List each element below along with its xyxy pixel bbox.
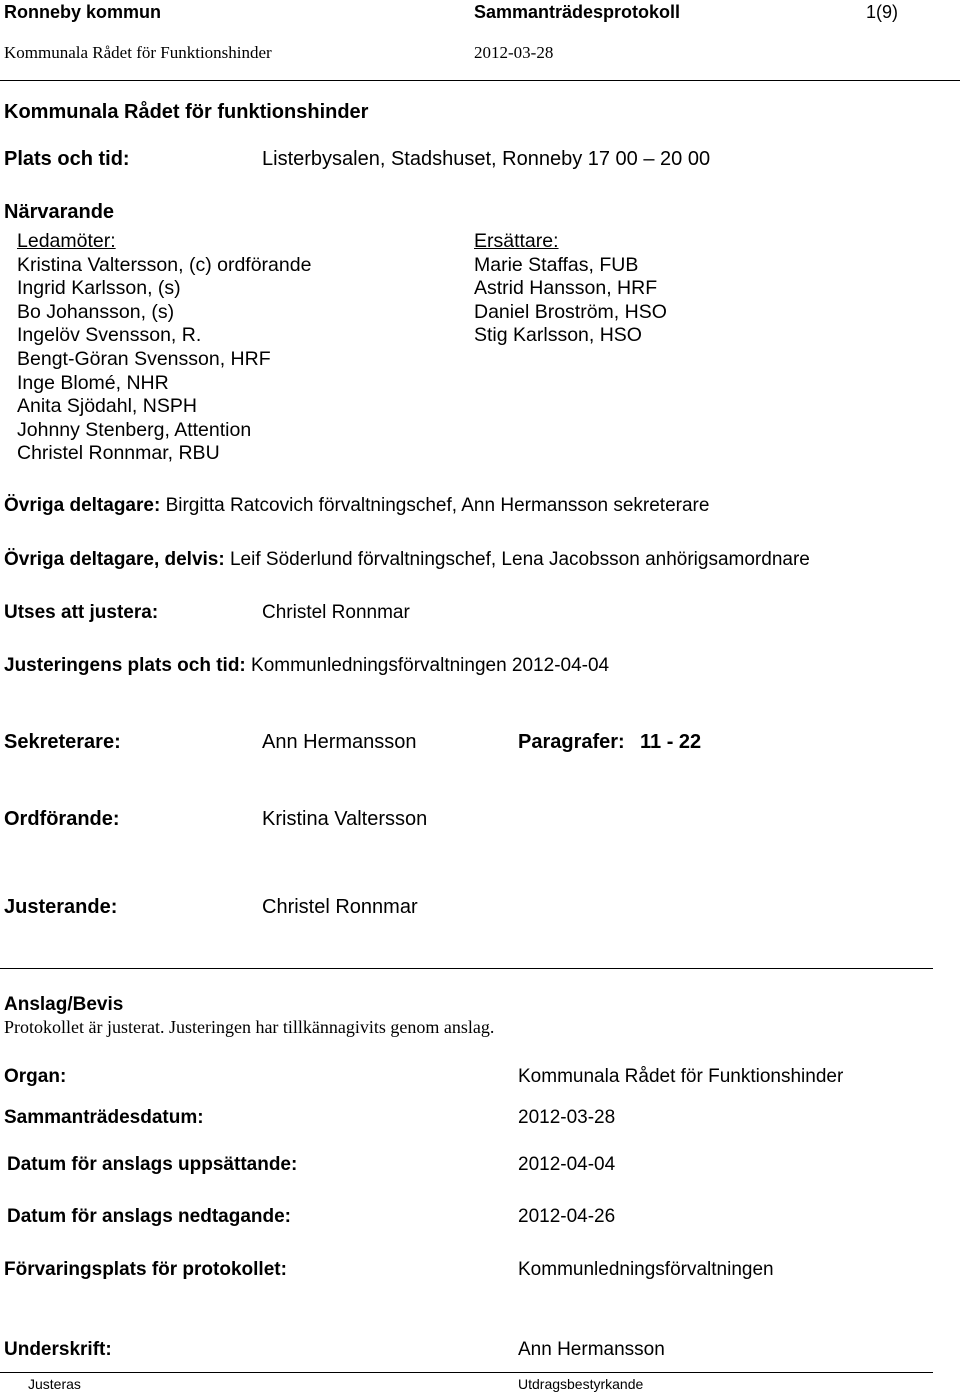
members-column: [17, 230, 311, 466]
location-label: Plats och tid:: [4, 148, 130, 170]
other-partial-label: Övriga deltagare, delvis:: [4, 549, 225, 570]
other-partial-line: [4, 548, 810, 571]
substitute-name: Stig Karlsson, HSO: [474, 324, 642, 347]
notice-heading: Anslag/Bevis: [4, 994, 124, 1015]
adjust-place-value: Kommunledningsförvaltningen 2012-04-04: [251, 655, 610, 676]
member-name: Christel Ronnmar, RBU: [17, 442, 220, 465]
document-type: Sammanträdesprotokoll: [474, 2, 681, 22]
member-name: Anita Sjödahl, NSPH: [17, 395, 197, 418]
storage-label: Förvaringsplats för protokollet:: [4, 1259, 287, 1280]
adjuster-value: Christel Ronnmar: [262, 602, 410, 623]
other-participants-line: [4, 494, 709, 517]
member-name: Inge Blomé, NHR: [17, 371, 169, 394]
adjusting-value: Christel Ronnmar: [262, 896, 418, 918]
posted-date-label: Datum för anslags uppsättande:: [7, 1154, 298, 1175]
paragraphs-value: 11 - 22: [640, 731, 702, 753]
posted-date-value: 2012-04-04: [518, 1154, 616, 1175]
members-heading: Ledamöter:: [17, 230, 116, 252]
footer-adjust: Justeras: [28, 1376, 81, 1392]
footer-rule: [0, 1372, 933, 1373]
attendance-heading: Närvarande: [4, 201, 115, 223]
other-partial-value: Leif Söderlund förvaltningschef, Lena Jacobsson anhörigsamordnare: [229, 549, 810, 570]
substitute-name: Astrid Hansson, HRF: [474, 277, 658, 300]
notice-text: Protokollet är justerat. Justeringen har tillkännagivits genom anslag.: [4, 1017, 495, 1037]
meeting-date-value: 2012-03-28: [518, 1107, 616, 1128]
adjust-place-line: [4, 654, 609, 677]
paragraphs-label: Paragrafer:: [518, 731, 625, 753]
other-participants-label: Övriga deltagare:: [4, 495, 161, 516]
header-committee: Kommunala Rådet för Funktionshinder: [4, 43, 272, 62]
adjuster-label: Utses att justera:: [4, 602, 159, 623]
member-name: Bo Johansson, (s): [17, 300, 175, 323]
other-participants-value: Birgitta Ratcovich förvaltningschef, Ann Hermansson sekreterare: [165, 495, 710, 516]
storage-value: Kommunledningsförvaltningen: [518, 1259, 774, 1280]
chair-label: Ordförande:: [4, 808, 120, 830]
substitute-name: Marie Staffas, FUB: [474, 253, 639, 276]
member-name: Bengt-Göran Svensson, HRF: [17, 347, 271, 370]
substitutes-heading: Ersättare:: [474, 230, 559, 252]
removed-date-label: Datum för anslags nedtagande:: [7, 1206, 291, 1227]
page-number: 1(9): [866, 2, 899, 22]
meeting-date-label: Sammanträdesdatum:: [4, 1107, 204, 1128]
secretary-value: Ann Hermansson: [262, 731, 417, 753]
substitutes-column: [474, 230, 667, 348]
adjusting-label: Justerande:: [4, 896, 118, 918]
municipality-name: Ronneby kommun: [4, 2, 162, 22]
chair-value: Kristina Valtersson: [262, 808, 428, 830]
organ-value: Kommunala Rådet för Funktionshinder: [518, 1066, 844, 1087]
member-name: Ingrid Karlsson, (s): [17, 277, 181, 300]
member-name: Johnny Stenberg, Attention: [17, 418, 252, 441]
adjust-place-label: Justeringens plats och tid:: [4, 655, 246, 676]
member-name: Ingelöv Svensson, R.: [17, 324, 202, 347]
page-title: Kommunala Rådet för funktionshinder: [4, 101, 369, 123]
location-value: Listerbysalen, Stadshuset, Ronneby 17 00 – 20 00: [262, 148, 711, 170]
footer-extract-certify: Utdragsbestyrkande: [518, 1376, 644, 1392]
secretary-label: Sekreterare:: [4, 731, 121, 753]
signature-label: Underskrift:: [4, 1339, 112, 1360]
section-rule: [0, 968, 933, 969]
substitute-name: Daniel Broström, HSO: [474, 300, 667, 323]
signature-value: Ann Hermansson: [518, 1339, 665, 1360]
removed-date-value: 2012-04-26: [518, 1206, 616, 1227]
organ-label: Organ:: [4, 1066, 67, 1087]
header-rule: [0, 80, 960, 81]
member-name: Kristina Valtersson, (c) ordförande: [17, 253, 312, 276]
header-date: 2012-03-28: [474, 43, 554, 62]
